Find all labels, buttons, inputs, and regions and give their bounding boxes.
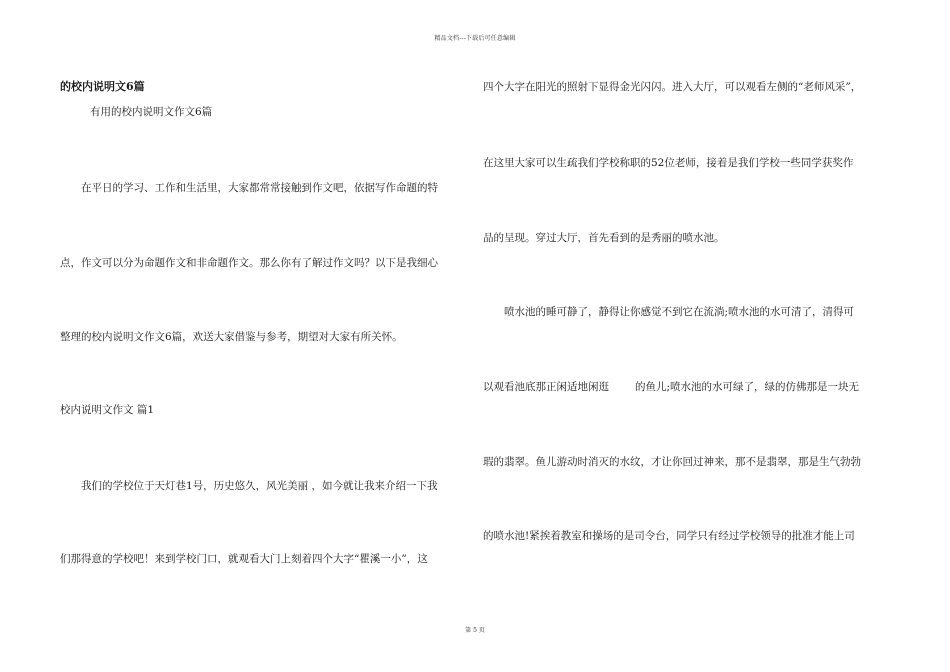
paragraph-line: 们那得意的学校吧！来到学校门口，就观看大门上刻着四个大字“瞿溪一小”，这: [60, 553, 428, 565]
paragraph-line: [483, 380, 859, 394]
paragraph-line-part: 以观看池底那正闲适地闲逛: [483, 381, 609, 393]
paragraph-line: 在平日的学习、工作和生活里，大家都常常接触到作文吧，依据写作命题的特: [81, 182, 438, 194]
paragraph-line: 瑕的翡翠。鱼儿游动时消灭的水纹，才让你回过神来，那不是翡翠，那是生气勃勃: [483, 456, 861, 468]
paragraph-line: 喷水池的睡可静了，静得让你感觉不到它在流淌;喷水池的水可清了，清得可: [504, 306, 855, 318]
paragraph-line: 整理的校内说明文作文6篇，欢送大家借鉴与参考，期望对大家有所关怀。: [60, 331, 403, 343]
paragraph-line: 品的呈现。穿过大厅，首先看到的是秀丽的喷水池。: [483, 232, 725, 244]
page-number: 第 5 页: [465, 627, 485, 634]
paragraph-line-part: 的鱼儿;喷水池的水可绿了，绿的仿佛那是一块无: [635, 381, 860, 393]
section-heading: 校内说明文作文 篇1: [60, 404, 155, 416]
paragraph-line: 在这里大家可以生疏我们学校称职的52位老师，接着是我们学校一些同学获奖作: [483, 157, 854, 169]
document-subtitle: 有用的校内说明文作文6篇: [90, 106, 213, 118]
page-header: 精品文档---下载后可任意编辑: [434, 35, 516, 42]
paragraph-line: 我们的学校位于天灯巷1号，历史悠久，风光美丽 ，如今就让我来介绍一下我: [81, 480, 438, 492]
paragraph-line: 的喷水池!紧挨着教室和操场的是司令台，同学只有经过学校领导的批准才能上司: [483, 530, 855, 542]
paragraph-line: 四个大字在阳光的照射下显得金光闪闪。进入大厅，可以观看左侧的“老师风采”，: [483, 81, 862, 93]
paragraph-line: 点，作文可以分为命题作文和非命题作文。那么你有了解过作文吗？以下是我细心: [60, 257, 438, 269]
document-title: 的校内说明文6篇: [60, 80, 145, 93]
